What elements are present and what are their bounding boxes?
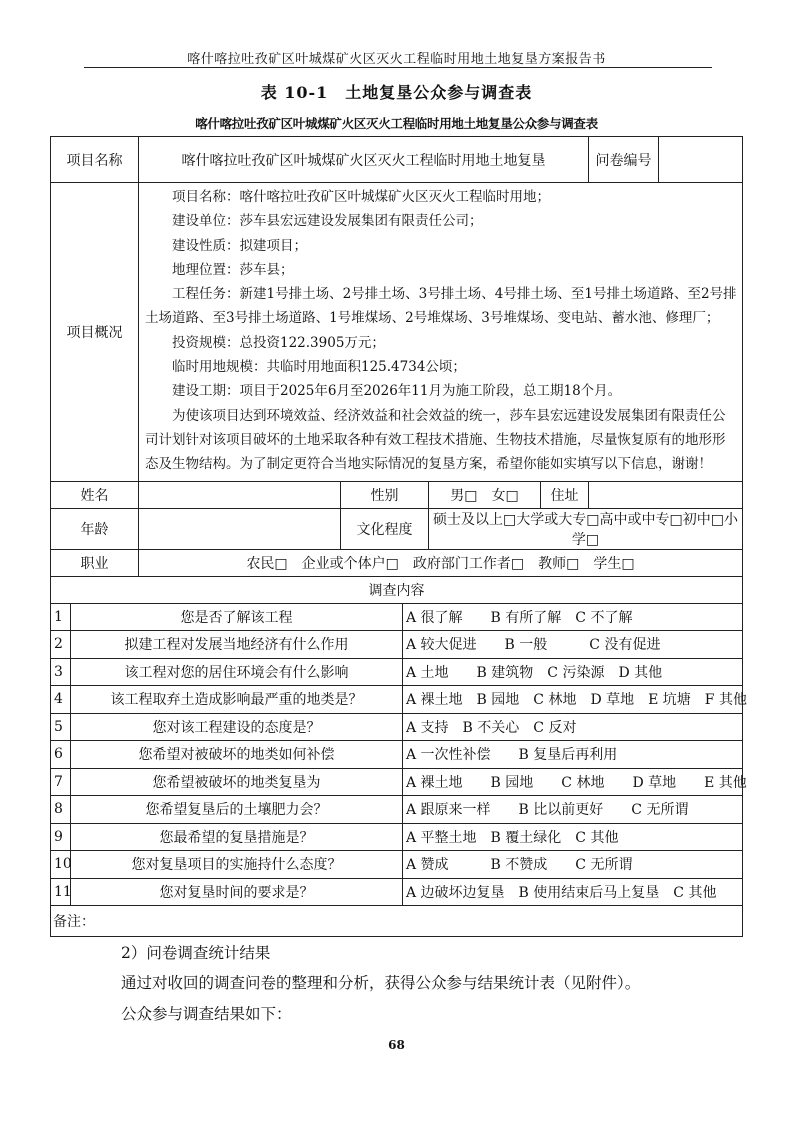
project-overview [139,183,743,482]
occupation-label: 职业 [51,549,139,576]
overview-line: 工程任务：新建1号排土场、2号排土场、3号排土场、4号排土场、至1号排土场道路、至2号排土场道路、至3号排土场道路、1号堆煤场、2号堆煤场、3号堆煤场、变电站、蓄水池、修理厂； [145,286,737,327]
question-options[interactable]: A 一次性补偿 B 复垦后再利用 [403,741,743,769]
question-row [51,796,743,824]
question-number: 2 [51,631,71,659]
question-number: 9 [51,823,71,851]
question-number: 11 [51,878,71,906]
question-text: 您希望复垦后的土壤肥力会？ [71,796,403,824]
results-heading: 2）问卷调查统计结果 [121,944,271,962]
survey-section-label: 调查内容 [51,576,743,603]
gender-options[interactable]: 男□ 女□ [429,481,541,508]
question-row [51,631,743,659]
table-title: 表 10-1 土地复垦公众参与调查表 [260,83,533,102]
question-number: 4 [51,686,71,714]
question-text: 拟建工程对发展当地经济有什么作用 [71,631,403,659]
questionnaire-no-field[interactable] [659,137,743,183]
question-row [51,768,743,796]
question-text: 您希望对被破坏的地类如何补偿 [71,741,403,769]
question-row [51,603,743,631]
survey-table [50,136,747,937]
overview-line: 建设工期：项目于2025年6月至2026年11月为施工阶段，总工期18个月。 [172,383,622,400]
overview-line: 临时用地规模：共临时用地面积125.4734公顷； [172,359,466,376]
address-label: 住址 [541,481,589,508]
question-number: 1 [51,603,71,631]
question-row [51,658,743,686]
question-text: 您对该工程建设的态度是？ [71,713,403,741]
question-text: 该工程对您的居住环境会有什么影响 [71,658,403,686]
question-options[interactable]: A 赞成 B 不赞成 C 无所谓 [403,851,743,879]
overview-line: 为使该项目达到环境效益、经济效益和社会效益的统一，莎车县宏远建设发展集团有限责任公司计划针对该项目破坏的土地采取各种有效工程技术措施、生物技术措施，尽量恢复原有的地形形态及生物结构。为了制定更符合当地实际情况的复垦方案，希望你能如实填写以下信息，谢谢！ [145,407,726,473]
name-field[interactable] [139,481,341,508]
name-label: 姓名 [51,481,139,508]
overview-line: 项目名称：喀什喀拉吐孜矿区叶城煤矿火区灭火工程临时用地； [172,189,550,205]
address-field[interactable] [589,481,743,508]
question-number: 8 [51,796,71,824]
question-options[interactable]: A 很了解 B 有所了解 C 不了解 [403,603,743,631]
running-header: 喀什喀拉吐孜矿区叶城煤矿火区灭火工程临时用地土地复垦方案报告书 [187,52,606,67]
remarks-field[interactable]: 备注： [51,906,743,937]
question-text: 您是否了解该工程 [71,603,403,631]
overview-line: 建设性质：拟建项目； [172,237,307,254]
question-row [51,878,743,906]
question-options[interactable]: A 边破坏边复垦 B 使用结束后马上复垦 C 其他 [403,878,743,906]
education-label: 文化程度 [341,508,429,549]
education-options[interactable]: 硕士及以上□大学或大专□高中或中专□初中□小学□ [429,508,743,549]
table-subtitle: 喀什喀拉吐孜矿区叶城煤矿火区灭火工程临时用地土地复垦公众参与调查表 [195,116,598,131]
question-number: 3 [51,658,71,686]
header-rule [84,67,712,68]
question-number: 6 [51,741,71,769]
overview-line: 建设单位：莎车县宏远建设发展集团有限责任公司； [172,213,483,230]
question-text: 该工程取弃土造成影响最严重的地类是？ [71,686,403,714]
occupation-options[interactable]: 农民□ 企业或个体户□ 政府部门工作者□ 教师□ 学生□ [139,549,743,576]
project-name-value: 喀什喀拉吐孜矿区叶城煤矿火区灭火工程临时用地土地复垦 [139,137,589,183]
question-number: 5 [51,713,71,741]
question-text: 您对复垦项目的实施持什么态度？ [71,851,403,879]
question-text: 您最希望的复垦措施是？ [71,823,403,851]
age-label: 年龄 [51,508,139,549]
questionnaire-no-label: 问卷编号 [589,137,659,183]
question-options[interactable]: A 支持 B 不关心 C 反对 [403,713,743,741]
question-options[interactable]: A 裸土地 B 园地 C 林地 D 草地 E 其他 [403,768,743,796]
gender-label: 性别 [341,481,429,508]
question-row [51,686,743,714]
results-paragraph: 通过对收回的调查问卷的整理和分析，获得公众参与结果统计表（见附件）。 [121,974,641,992]
results-intro: 公众参与调查结果如下： [121,1005,292,1023]
question-row [51,851,743,879]
question-options[interactable]: A 裸土地 B 园地 C 林地 D 草地 E 坑塘 F 其他 [403,686,743,714]
question-text: 您希望被破坏的地类复垦为 [71,768,403,796]
question-text: 您对复垦时间的要求是？ [71,878,403,906]
project-overview-label: 项目概况 [51,183,139,482]
question-row [51,741,743,769]
question-row [51,713,743,741]
overview-line: 地理位置：莎车县； [172,261,294,278]
question-number: 10 [51,851,71,879]
age-field[interactable] [139,508,341,549]
page-number: 68 [388,1038,405,1052]
question-number: 7 [51,768,71,796]
question-options[interactable]: A 跟原来一样 B 比以前更好 C 无所谓 [403,796,743,824]
project-name-label: 项目名称 [51,137,139,183]
question-options[interactable]: A 较大促进 B 一般 C 没有促进 [403,631,743,659]
question-options[interactable]: A 平整土地 B 覆土绿化 C 其他 [403,823,743,851]
question-options[interactable]: A 土地 B 建筑物 C 污染源 D 其他 [403,658,743,686]
question-row [51,823,743,851]
overview-line: 投资规模：总投资122.3905万元； [172,334,385,351]
